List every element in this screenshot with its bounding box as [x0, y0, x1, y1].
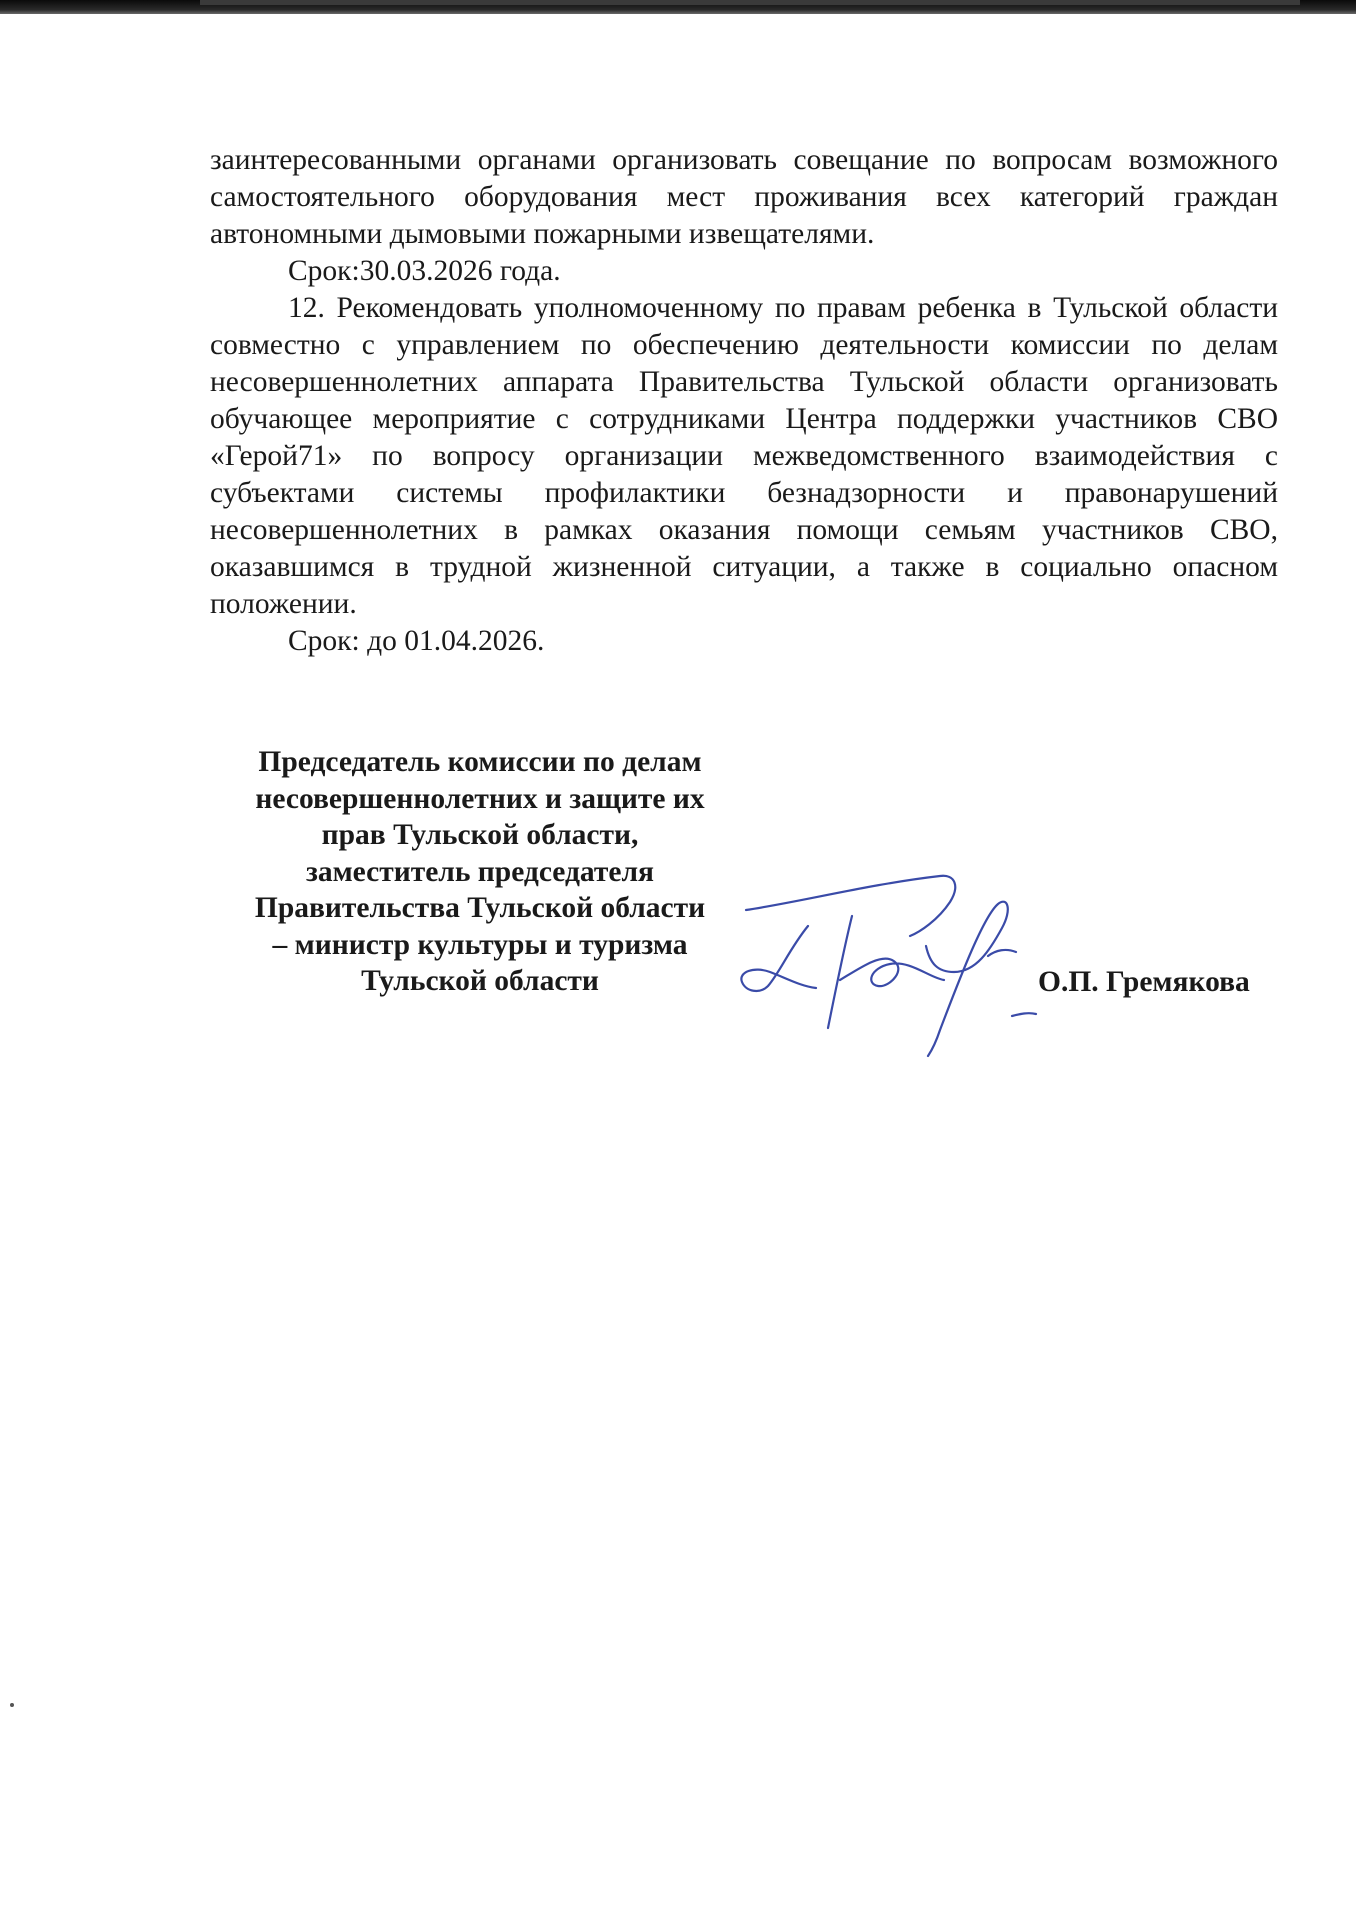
signatory-title-line: Правительства Тульской области: [254, 892, 706, 924]
signatory-title-line: Тульской области: [361, 965, 599, 997]
signatory-title-line: – министр культуры и туризма: [272, 928, 688, 961]
scan-top-edge-shadow: [200, 0, 1300, 5]
signatory-title-line: заместитель председателя: [305, 855, 655, 888]
signatory-title-line: несовершеннолетних и защите их: [255, 782, 705, 815]
document-body: [210, 142, 1278, 660]
deadline-item-12: Срок: до 01.04.2026.: [288, 625, 545, 657]
scan-speck: [10, 1703, 14, 1707]
paragraph-item-12: 12. Рекомендовать уполномоченному по правам ребенка в Тульской области совместно с управлением по обеспечению деятельности комиссии по делам несовершеннолетних аппарата Правительства Тульской области организовать обучающее мероприятие с сотрудниками Центра поддержки участников СВО «Герой71» по вопросу организации межведомственного взаимодействия с субъектами системы профилактики безнадзорности и правонарушений несовершеннолетних в рамках оказания помощи семьям участников СВО, оказавшимся в трудной жизненной ситуации, а также в социально опасном положении.: [210, 292, 1278, 620]
handwritten-signature: [740, 868, 1040, 1068]
signatory-title: [220, 744, 740, 1000]
deadline-item-11: Срок:30.03.2026 года.: [288, 255, 561, 287]
paragraph-meeting-task: заинтересованными органами организовать совещание по вопросам возможного самостоятельного оборудования мест проживания всех категорий граждан автономными дымовыми пожарными извещателями.: [210, 144, 1278, 250]
signer-name: О.П. Гремякова: [1038, 966, 1250, 998]
signatory-title-line: Председатель комиссии по делам: [258, 746, 702, 778]
signatory-title-line: прав Тульской области,: [321, 819, 639, 851]
